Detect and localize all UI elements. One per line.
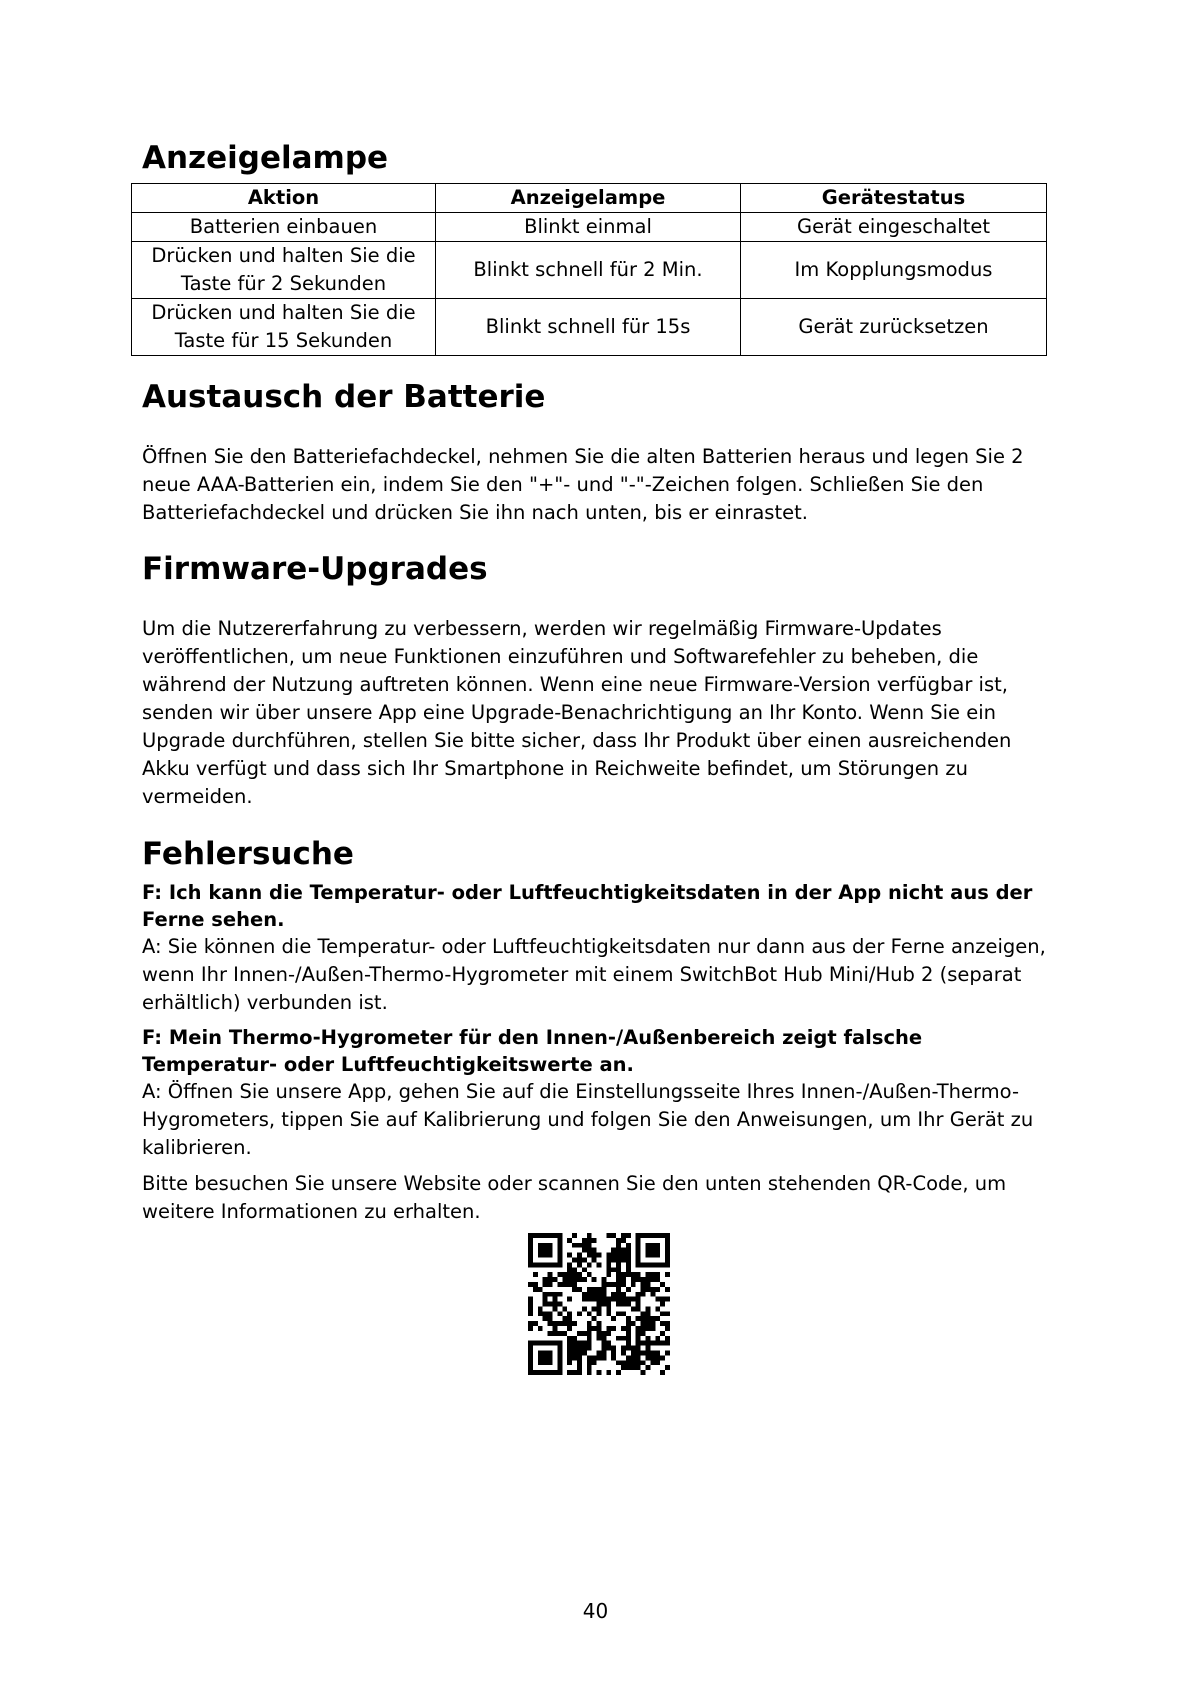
- faq-answer: A: Öffnen Sie unsere App, gehen Sie auf die Einstellungsseite Ihres Innen-/Außen-Thermo-Hygrometers, tippen Sie auf Kalibrierung und folgen Sie den Anweisungen, um Ihr Gerät zu kalibrieren.: [142, 1080, 1034, 1159]
- table-cell: Blinkt schnell für 2 Min.: [436, 242, 741, 299]
- table-cell: Blinkt schnell für 15s: [436, 299, 741, 356]
- table-cell: Drücken und halten Sie die Taste für 15 Sekunden: [132, 299, 436, 356]
- table-cell: Drücken und halten Sie die Taste für 2 Sekunden: [132, 242, 436, 299]
- firmware-text: Um die Nutzererfahrung zu verbessern, werden wir regelmäßig Firmware-Updates veröffentlichen, um neue Funktionen einzuführen und Softwarefehler zu beheben, die während der Nutzung auftreten können. Wenn eine neue Firmware-Version verfügbar ist, senden wir über unsere App eine Upgrade-Benachrichtigung an Ihr Konto. Wenn Sie ein Upgrade durchführen, stellen Sie bitte sicher, dass Ihr Produkt über einen ausreichenden Akku verfügt und dass sich Ihr Smartphone in Reichweite befindet, um Störungen zu vermeiden.: [142, 617, 1012, 808]
- column-header-indicator: Anzeigelampe: [436, 184, 741, 213]
- column-header-action: Aktion: [132, 184, 436, 213]
- faq-answer: A: Sie können die Temperatur- oder Luftfeuchtigkeitsdaten nur dann aus der Ferne anzeigen, wenn Ihr Innen-/Außen-Thermo-Hygrometer mit einem SwitchBot Hub Mini/Hub 2 (separat erhältlich) verbunden ist.: [142, 935, 1046, 1014]
- column-header-status: Gerätestatus: [741, 184, 1047, 213]
- battery-heading: Austausch der Batterie: [142, 379, 546, 415]
- faq-question: F: Mein Thermo-Hygrometer für den Innen-/Außenbereich zeigt falsche Temperatur- oder Luftfeuchtigkeitswerte an.: [142, 1026, 923, 1076]
- indicator-table: [131, 183, 1047, 356]
- page-number: 40: [582, 1599, 609, 1623]
- table-cell: Gerät zurücksetzen: [741, 299, 1047, 356]
- faq-question: F: Ich kann die Temperatur- oder Luftfeuchtigkeitsdaten in der App nicht aus der Ferne sehen.: [142, 881, 1033, 931]
- troubleshooting-heading: Fehlersuche: [142, 836, 354, 872]
- table-cell: Gerät eingeschaltet: [741, 213, 1047, 242]
- table-row: [132, 299, 1047, 356]
- table-cell: Im Kopplungsmodus: [741, 242, 1047, 299]
- indicator-heading: Anzeigelampe: [142, 140, 389, 176]
- battery-text: Öffnen Sie den Batteriefachdeckel, nehmen Sie die alten Batterien heraus und legen Sie 2 neue AAA-Batterien ein, indem Sie den "+"- und "-"-Zeichen folgen. Schließen Sie den Batteriefachdeckel und drücken Sie ihn nach unten, bis er einrastet.: [142, 445, 1024, 524]
- table-row: [132, 242, 1047, 299]
- table-row: [132, 213, 1047, 242]
- table-cell: Batterien einbauen: [132, 213, 436, 242]
- firmware-heading: Firmware-Upgrades: [142, 551, 488, 587]
- closing-text: Bitte besuchen Sie unsere Website oder scannen Sie den unten stehenden QR-Code, um weitere Informationen zu erhalten.: [142, 1172, 1007, 1223]
- table-header-row: [132, 184, 1047, 213]
- table-cell: Blinkt einmal: [436, 213, 741, 242]
- qr-code-icon: [528, 1233, 670, 1375]
